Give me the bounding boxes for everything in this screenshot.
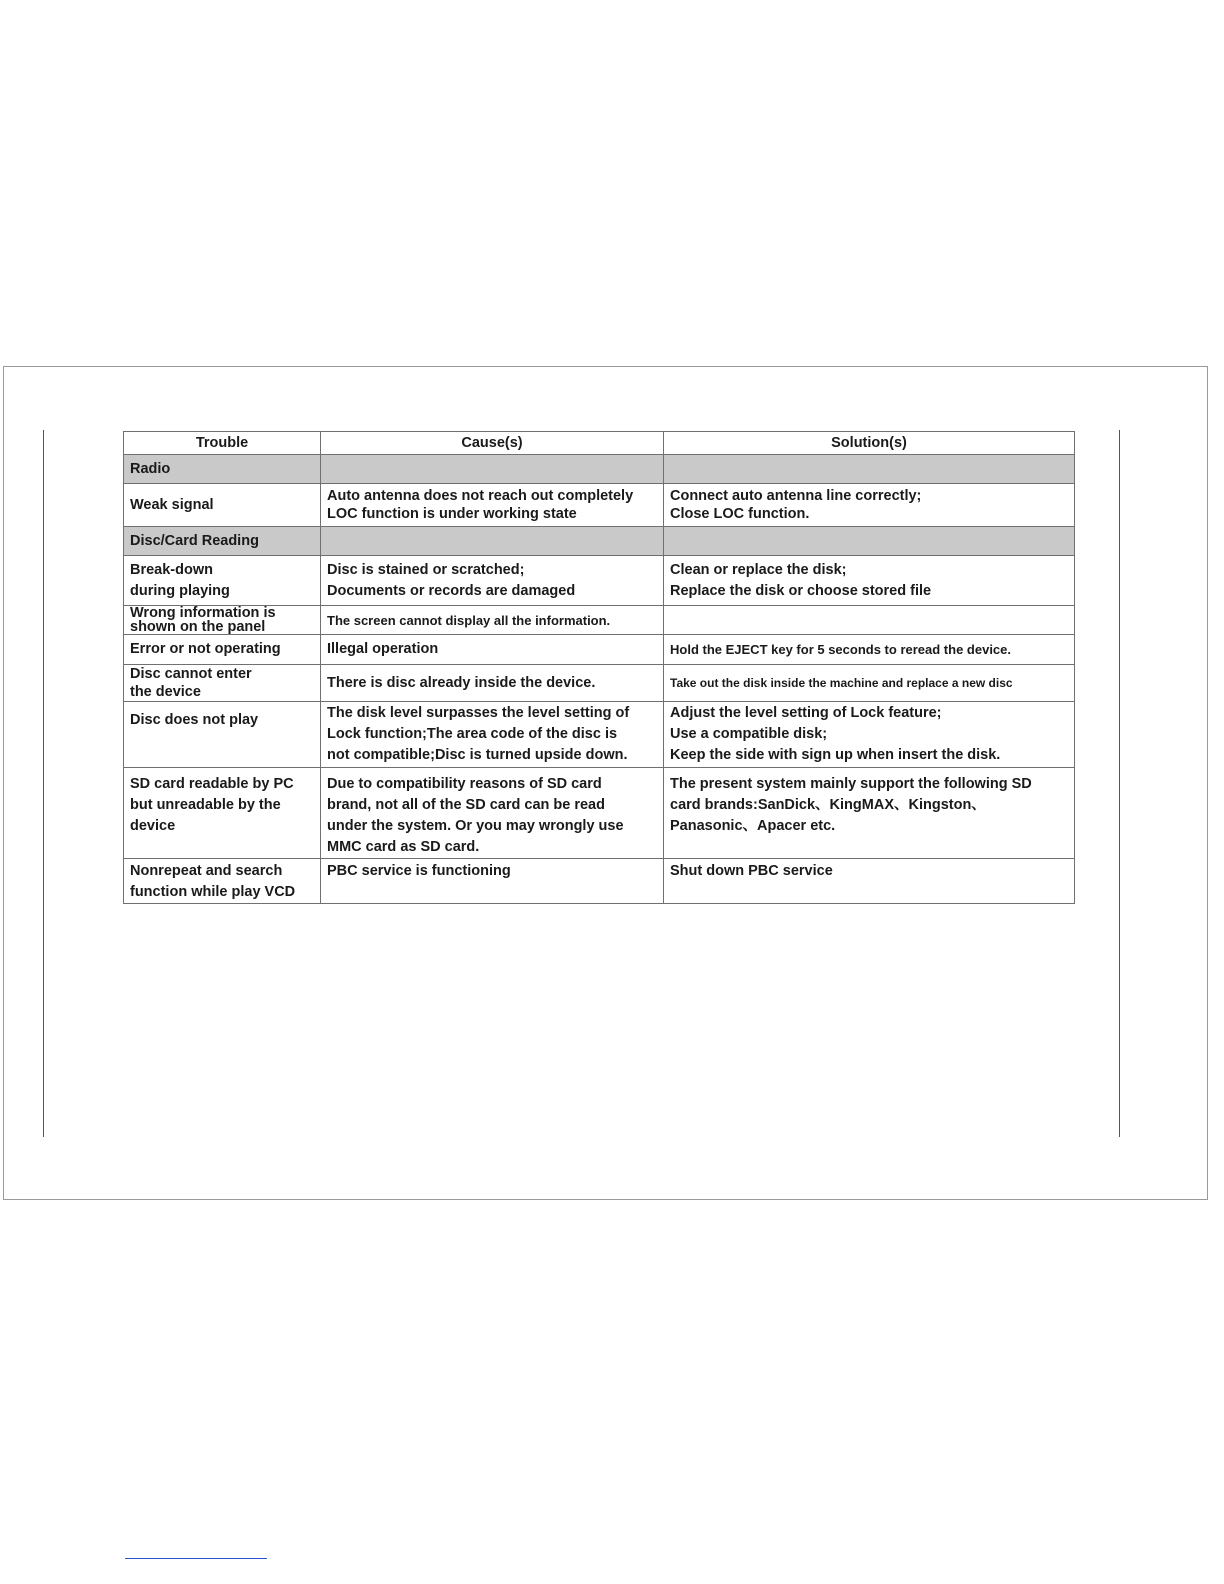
section-title: Radio — [124, 455, 321, 484]
left-margin-rule — [43, 430, 44, 1137]
troubleshooting-table — [123, 431, 1075, 904]
section-title: Disc/Card Reading — [124, 527, 321, 556]
trouble-cell: Weak signal — [124, 484, 321, 527]
trouble-cell: Wrong information is shown on the panel — [124, 606, 321, 635]
table-row — [124, 702, 1075, 768]
cause-cell: The disk level surpasses the level setting of Lock function;The area code of the disc is not compatible;Disc is turned upside down. — [321, 702, 664, 768]
table-row — [124, 635, 1075, 665]
solution-cell: Clean or replace the disk; Replace the disk or choose stored file — [664, 556, 1075, 606]
solution-cell: Shut down PBC service — [664, 859, 1075, 904]
footnote-rule — [125, 1558, 267, 1559]
trouble-cell: Break-down during playing — [124, 556, 321, 606]
section-row-radio — [124, 455, 1075, 484]
table-row — [124, 859, 1075, 904]
cause-cell: Illegal operation — [321, 635, 664, 665]
table-row — [124, 484, 1075, 527]
header-cause: Cause(s) — [321, 432, 664, 455]
header-row — [124, 432, 1075, 455]
cause-cell: Due to compatibility reasons of SD card brand, not all of the SD card can be read under the system. Or you may wrongly use MMC card as SD card. — [321, 768, 664, 859]
table-row — [124, 665, 1075, 702]
header-trouble: Trouble — [124, 432, 321, 455]
trouble-cell: Disc cannot enter the device — [124, 665, 321, 702]
solution-cell: The present system mainly support the following SD card brands:SanDick、KingMAX、Kingston、 Panasonic、Apacer etc. — [664, 768, 1075, 859]
section-row-disc-card-reading — [124, 527, 1075, 556]
solution-cell: Adjust the level setting of Lock feature; Use a compatible disk; Keep the side with sign up when insert the disk. — [664, 702, 1075, 768]
cause-cell: PBC service is functioning — [321, 859, 664, 904]
table-row — [124, 556, 1075, 606]
table-row — [124, 606, 1075, 635]
header-solution: Solution(s) — [664, 432, 1075, 455]
solution-cell — [664, 606, 1075, 635]
solution-cell: Take out the disk inside the machine and replace a new disc — [664, 665, 1075, 702]
table-row — [124, 768, 1075, 859]
right-margin-rule — [1119, 430, 1120, 1137]
cause-cell: Disc is stained or scratched; Documents or records are damaged — [321, 556, 664, 606]
cause-cell: Auto antenna does not reach out completely LOC function is under working state — [321, 484, 664, 527]
trouble-cell: Nonrepeat and search function while play VCD — [124, 859, 321, 904]
trouble-cell: Error or not operating — [124, 635, 321, 665]
solution-cell: Hold the EJECT key for 5 seconds to reread the device. — [664, 635, 1075, 665]
cause-cell: The screen cannot display all the information. — [321, 606, 664, 635]
trouble-cell: SD card readable by PC but unreadable by the device — [124, 768, 321, 859]
cause-cell: There is disc already inside the device. — [321, 665, 664, 702]
trouble-cell: Disc does not play — [124, 702, 321, 768]
solution-cell: Connect auto antenna line correctly; Close LOC function. — [664, 484, 1075, 527]
